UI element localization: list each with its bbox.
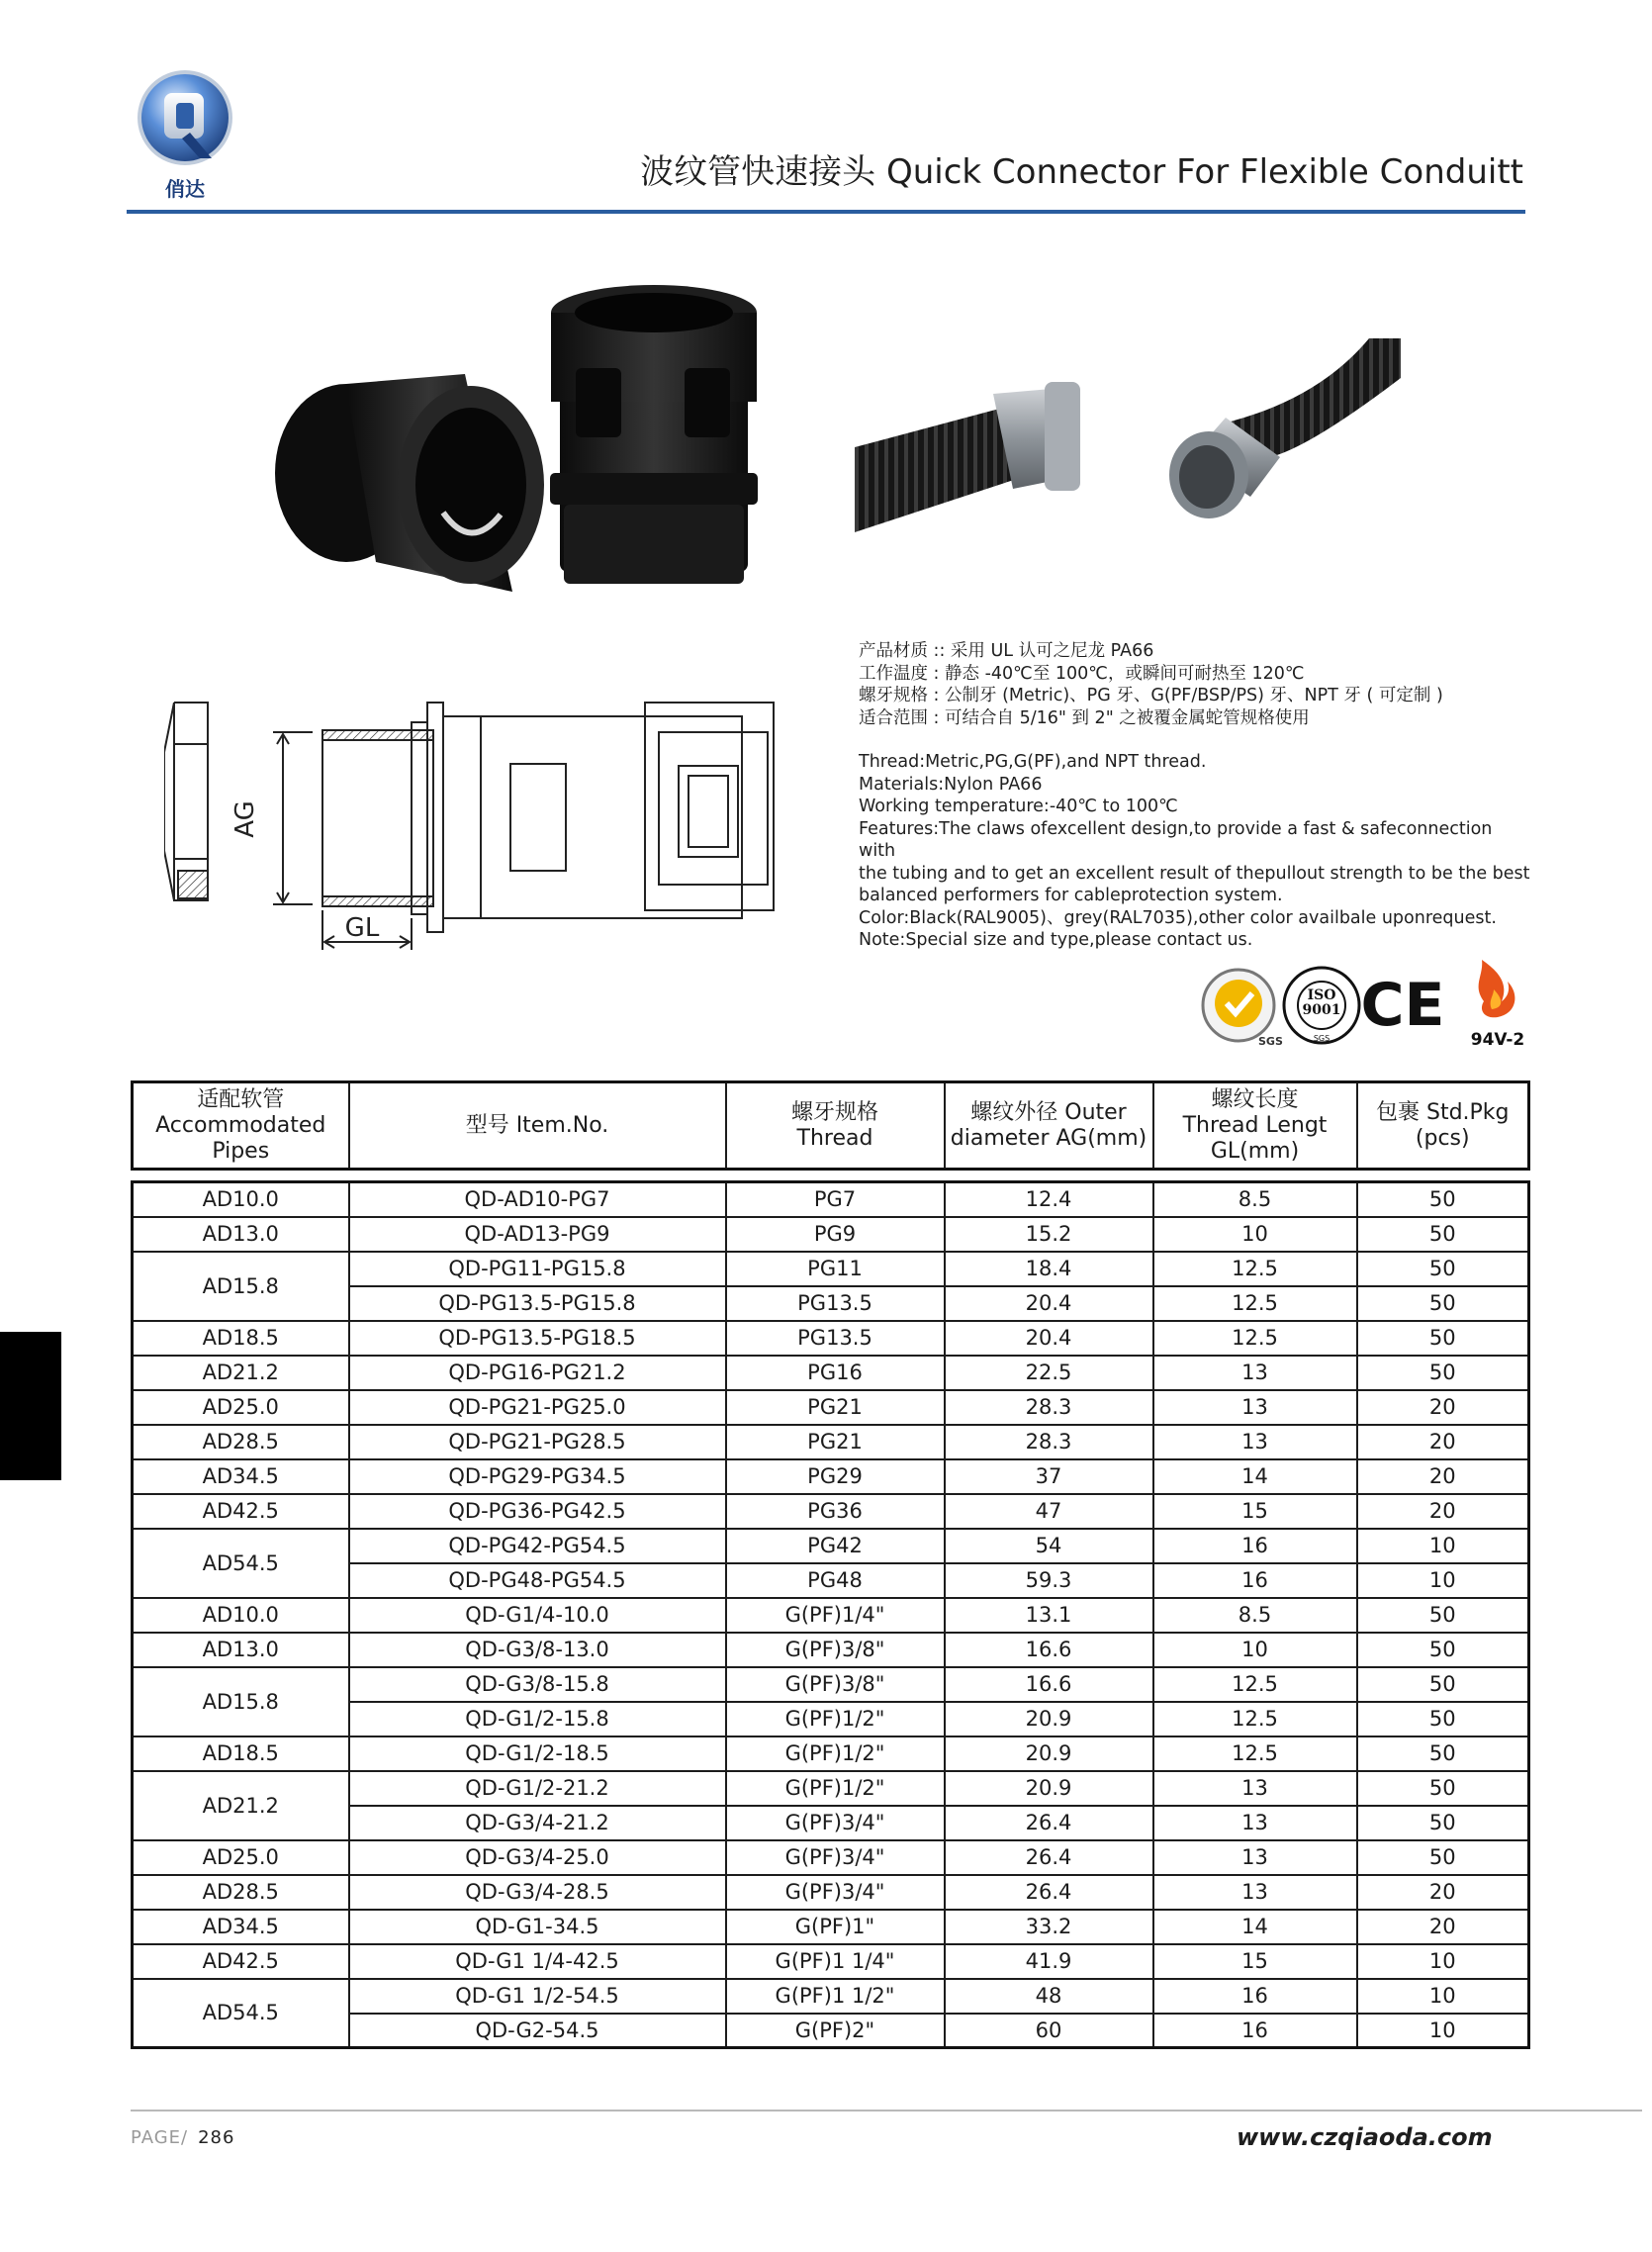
cell-pipe: AD42.5: [133, 1944, 349, 1979]
cell-item-no: QD-PG13.5-PG15.8: [349, 1286, 726, 1321]
cell-thread-length: 16: [1153, 1979, 1357, 2014]
cell-outer-diameter: 15.2: [945, 1217, 1153, 1252]
table-row: [133, 1667, 1529, 1702]
cell-thread-length: 12.5: [1153, 1667, 1357, 1702]
cell-outer-diameter: 28.3: [945, 1425, 1153, 1459]
cell-thread-length: 13: [1153, 1425, 1357, 1459]
cell-thread-length: 12.5: [1153, 1286, 1357, 1321]
cell-pipe: AD28.5: [133, 1875, 349, 1910]
cell-thread-length: 14: [1153, 1459, 1357, 1494]
cell-thread-length: 15: [1153, 1494, 1357, 1529]
cell-pipe: AD21.2: [133, 1771, 349, 1840]
cell-std-pkg: 50: [1357, 1667, 1529, 1702]
iso-badge: [1284, 968, 1359, 1043]
cell-outer-diameter: 20.9: [945, 1702, 1153, 1736]
cell-std-pkg: 50: [1357, 1321, 1529, 1356]
cell-std-pkg: 50: [1357, 1771, 1529, 1806]
cell-outer-diameter: 26.4: [945, 1840, 1153, 1875]
header-pipes: 适配软管 Accommodated Pipes: [133, 1082, 349, 1170]
cell-std-pkg: 20: [1357, 1425, 1529, 1459]
table-row: [133, 1910, 1529, 1944]
table-header: [133, 1082, 1529, 1170]
iso-sgs-text: SGS: [1313, 1034, 1331, 1043]
cell-thread: G(PF)3/4": [726, 1875, 945, 1910]
cell-thread: G(PF)1/2": [726, 1736, 945, 1771]
cell-item-no: QD-G1 1/4-42.5: [349, 1944, 726, 1979]
page-label: PAGE/ 286: [131, 2127, 235, 2148]
cell-outer-diameter: 59.3: [945, 1563, 1153, 1598]
cell-thread: PG13.5: [726, 1286, 945, 1321]
cell-thread: G(PF)3/8": [726, 1633, 945, 1667]
table-row: [133, 1390, 1529, 1425]
cell-thread: G(PF)1/2": [726, 1771, 945, 1806]
spec-line-cn: 螺牙规格 : 公制牙 (Metric)、PG 牙、G(PF/BSP/PS) 牙、NPT 牙 ( 可定制 ): [859, 686, 1443, 705]
cell-item-no: QD-G1/2-21.2: [349, 1771, 726, 1806]
cell-outer-diameter: 16.6: [945, 1633, 1153, 1667]
cell-item-no: QD-PG29-PG34.5: [349, 1459, 726, 1494]
table-row: [133, 1979, 1529, 2014]
cell-outer-diameter: 54: [945, 1529, 1153, 1563]
cell-item-no: QD-G1 1/2-54.5: [349, 1979, 726, 2014]
certification-badges: [1195, 956, 1527, 1055]
cell-std-pkg: 10: [1357, 2014, 1529, 2048]
cell-outer-diameter: 18.4: [945, 1252, 1153, 1286]
cell-pipe: AD18.5: [133, 1736, 349, 1771]
sgs-text: SGS: [1258, 1035, 1283, 1048]
cell-std-pkg: 50: [1357, 1286, 1529, 1321]
cell-std-pkg: 50: [1357, 1736, 1529, 1771]
cell-thread-length: 12.5: [1153, 1736, 1357, 1771]
cell-thread: PG29: [726, 1459, 945, 1494]
spec-line-en: Note:Special size and type,please contact us.: [859, 930, 1253, 950]
cell-std-pkg: 50: [1357, 1598, 1529, 1633]
cell-thread: PG48: [726, 1563, 945, 1598]
cell-outer-diameter: 41.9: [945, 1944, 1153, 1979]
cell-thread: G(PF)1/4": [726, 1598, 945, 1633]
spec-table: [131, 1080, 1527, 2049]
cell-item-no: QD-PG36-PG42.5: [349, 1494, 726, 1529]
product-photo-black-connectors: [267, 265, 762, 649]
cell-outer-diameter: 13.1: [945, 1598, 1153, 1633]
cell-outer-diameter: 60: [945, 2014, 1153, 2048]
table-body: [133, 1182, 1529, 2048]
iso-number: 9001: [1302, 1002, 1341, 1018]
cell-thread: G(PF)2": [726, 2014, 945, 2048]
flame-rating: 94V-2: [1470, 1030, 1525, 1050]
cell-outer-diameter: 22.5: [945, 1356, 1153, 1390]
cell-pipe: AD25.0: [133, 1840, 349, 1875]
spec-line-en: Working temperature:-40℃ to 100℃: [859, 797, 1178, 816]
table-row: [133, 1633, 1529, 1667]
cell-item-no: QD-PG11-PG15.8: [349, 1252, 726, 1286]
sgs-badge: [1203, 970, 1283, 1048]
table-row: [133, 1771, 1529, 1806]
cell-outer-diameter: 28.3: [945, 1390, 1153, 1425]
cell-item-no: QD-AD13-PG9: [349, 1217, 726, 1252]
logo-text: 俏达: [165, 177, 205, 201]
cell-item-no: QD-G1/2-18.5: [349, 1736, 726, 1771]
spec-line-en: Materials:Nylon PA66: [859, 774, 1043, 795]
table-row: [133, 1182, 1529, 1217]
table-row: [133, 1356, 1529, 1390]
cell-std-pkg: 50: [1357, 1356, 1529, 1390]
cell-thread: PG21: [726, 1390, 945, 1425]
spec-line-en: Features:The claws ofexcellent design,to provide a fast & safeconnection with: [859, 818, 1493, 861]
cell-outer-diameter: 47: [945, 1494, 1153, 1529]
cell-pipe: AD10.0: [133, 1598, 349, 1633]
cell-thread-length: 12.5: [1153, 1321, 1357, 1356]
cell-outer-diameter: 48: [945, 1979, 1153, 2014]
cell-item-no: QD-G1/2-15.8: [349, 1702, 726, 1736]
cell-std-pkg: 20: [1357, 1910, 1529, 1944]
product-photo-conduit: [855, 338, 1401, 554]
cell-item-no: QD-G1/4-10.0: [349, 1598, 726, 1633]
cell-pipe: AD42.5: [133, 1494, 349, 1529]
cell-item-no: QD-G3/8-13.0: [349, 1633, 726, 1667]
cell-item-no: QD-G3/4-21.2: [349, 1806, 726, 1840]
cell-std-pkg: 20: [1357, 1459, 1529, 1494]
header-outer-diameter: 螺纹外径 Outer diameter AG(mm): [945, 1082, 1153, 1170]
table-row: [133, 1321, 1529, 1356]
cell-thread-length: 16: [1153, 1529, 1357, 1563]
title-divider: [127, 210, 1525, 214]
cell-outer-diameter: 20.9: [945, 1736, 1153, 1771]
cell-thread: G(PF)1 1/4": [726, 1944, 945, 1979]
cell-std-pkg: 50: [1357, 1252, 1529, 1286]
cell-item-no: QD-G3/4-28.5: [349, 1875, 726, 1910]
cell-thread-length: 8.5: [1153, 1182, 1357, 1217]
spec-text-block: [859, 640, 1531, 952]
cell-thread-length: 16: [1153, 2014, 1357, 2048]
cell-item-no: QD-PG21-PG25.0: [349, 1390, 726, 1425]
cell-thread: PG36: [726, 1494, 945, 1529]
flame-icon: [1479, 960, 1515, 1017]
cell-thread: G(PF)1 1/2": [726, 1979, 945, 2014]
table-row: [133, 1494, 1529, 1529]
cell-std-pkg: 50: [1357, 1840, 1529, 1875]
cell-pipe: AD10.0: [133, 1182, 349, 1217]
cell-outer-diameter: 20.9: [945, 1771, 1153, 1806]
cell-outer-diameter: 26.4: [945, 1875, 1153, 1910]
cell-outer-diameter: 12.4: [945, 1182, 1153, 1217]
cell-pipe: AD28.5: [133, 1425, 349, 1459]
header-thread-length: 螺纹长度 Thread Lengt GL(mm): [1153, 1082, 1357, 1170]
cell-thread-length: 13: [1153, 1356, 1357, 1390]
cell-std-pkg: 50: [1357, 1217, 1529, 1252]
page-title: 波纹管快速接头 Quick Connector For Flexible Conduitt: [640, 152, 1523, 192]
table-row: [133, 1217, 1529, 1252]
cell-std-pkg: 50: [1357, 1702, 1529, 1736]
cell-item-no: QD-G3/8-15.8: [349, 1667, 726, 1702]
cell-std-pkg: 10: [1357, 1563, 1529, 1598]
brand-logo: [131, 63, 239, 202]
cell-thread: PG11: [726, 1252, 945, 1286]
table-row: [133, 1944, 1529, 1979]
cell-outer-diameter: 20.4: [945, 1286, 1153, 1321]
cell-thread: PG13.5: [726, 1321, 945, 1356]
cell-std-pkg: 10: [1357, 1529, 1529, 1563]
cell-thread-length: 13: [1153, 1875, 1357, 1910]
page-number: 286: [198, 2127, 235, 2148]
header-std-pkg: 包裹 Std.Pkg (pcs): [1357, 1082, 1529, 1170]
cell-thread: G(PF)3/4": [726, 1840, 945, 1875]
cell-item-no: QD-G2-54.5: [349, 2014, 726, 2048]
footer-divider: [131, 2110, 1642, 2111]
cell-std-pkg: 20: [1357, 1390, 1529, 1425]
cell-thread: PG21: [726, 1425, 945, 1459]
cell-outer-diameter: 20.4: [945, 1321, 1153, 1356]
cell-thread-length: 12.5: [1153, 1702, 1357, 1736]
table-row: [133, 1598, 1529, 1633]
cell-thread-length: 10: [1153, 1633, 1357, 1667]
cell-item-no: QD-PG48-PG54.5: [349, 1563, 726, 1598]
cell-pipe: AD34.5: [133, 1910, 349, 1944]
cell-outer-diameter: 37: [945, 1459, 1153, 1494]
header-thread: 螺牙规格 Thread: [726, 1082, 945, 1170]
cell-std-pkg: 20: [1357, 1494, 1529, 1529]
cell-thread-length: 13: [1153, 1840, 1357, 1875]
cell-thread: PG9: [726, 1217, 945, 1252]
cell-thread: PG7: [726, 1182, 945, 1217]
table-row: [133, 1252, 1529, 1286]
header-item-no: 型号 Item.No.: [349, 1082, 726, 1170]
cell-outer-diameter: 16.6: [945, 1667, 1153, 1702]
cell-thread: PG16: [726, 1356, 945, 1390]
cell-thread-length: 10: [1153, 1217, 1357, 1252]
cell-outer-diameter: 33.2: [945, 1910, 1153, 1944]
cell-std-pkg: 50: [1357, 1806, 1529, 1840]
cell-std-pkg: 10: [1357, 1979, 1529, 2014]
cell-pipe: AD21.2: [133, 1356, 349, 1390]
cell-pipe: AD15.8: [133, 1667, 349, 1736]
cell-thread: G(PF)1": [726, 1910, 945, 1944]
cell-thread: G(PF)3/8": [726, 1667, 945, 1702]
cell-thread-length: 12.5: [1153, 1252, 1357, 1286]
cell-std-pkg: 20: [1357, 1875, 1529, 1910]
cell-std-pkg: 50: [1357, 1182, 1529, 1217]
cell-item-no: QD-PG13.5-PG18.5: [349, 1321, 726, 1356]
cell-thread: G(PF)1/2": [726, 1702, 945, 1736]
spec-line-en: Color:Black(RAL9005)、grey(RAL7035),other color availbale uponrequest.: [859, 907, 1497, 928]
cell-thread: PG42: [726, 1529, 945, 1563]
dimension-label-ag: AG: [230, 800, 260, 838]
table-row: [133, 1840, 1529, 1875]
cell-pipe: AD13.0: [133, 1217, 349, 1252]
cell-item-no: QD-PG42-PG54.5: [349, 1529, 726, 1563]
cell-pipe: AD18.5: [133, 1321, 349, 1356]
cell-thread-length: 14: [1153, 1910, 1357, 1944]
cell-item-no: QD-AD10-PG7: [349, 1182, 726, 1217]
cell-thread-length: 8.5: [1153, 1598, 1357, 1633]
table-row: [133, 1875, 1529, 1910]
cell-pipe: AD15.8: [133, 1252, 349, 1321]
cell-pipe: AD54.5: [133, 1529, 349, 1598]
iso-text: ISO: [1307, 987, 1336, 1003]
spec-line-cn: 产品材质 :: 采用 UL 认可之尼龙 PA66: [859, 641, 1154, 661]
cell-outer-diameter: 26.4: [945, 1806, 1153, 1840]
technical-drawing: [164, 693, 778, 958]
cell-thread-length: 16: [1153, 1563, 1357, 1598]
website-url: www.czqiaoda.com: [1237, 2123, 1493, 2151]
cell-thread-length: 13: [1153, 1806, 1357, 1840]
spec-line-en: balanced performers for cableprotection system.: [859, 886, 1283, 905]
cell-item-no: QD-PG21-PG28.5: [349, 1425, 726, 1459]
cell-pipe: AD34.5: [133, 1459, 349, 1494]
table-row: [133, 1529, 1529, 1563]
table-row: [133, 1459, 1529, 1494]
spec-line-cn: 工作温度 : 静态 -40℃至 100℃，或瞬间可耐热至 120℃: [859, 663, 1305, 684]
cell-item-no: QD-PG16-PG21.2: [349, 1356, 726, 1390]
cell-item-no: QD-G3/4-25.0: [349, 1840, 726, 1875]
cell-thread-length: 13: [1153, 1771, 1357, 1806]
table-row: [133, 1425, 1529, 1459]
spec-line-en: the tubing and to get an excellent result of thepullout strength to be the best: [859, 863, 1530, 884]
table-row: [133, 1736, 1529, 1771]
cell-thread-length: 13: [1153, 1390, 1357, 1425]
cell-std-pkg: 10: [1357, 1944, 1529, 1979]
dimension-label-gl: GL: [344, 913, 380, 943]
spec-line-cn: 适合范围 : 可结合自 5/16" 到 2" 之被覆金属蛇管规格使用: [859, 707, 1310, 728]
cell-std-pkg: 50: [1357, 1633, 1529, 1667]
ce-mark: CE: [1360, 971, 1445, 1040]
cell-thread-length: 15: [1153, 1944, 1357, 1979]
spec-line-en: Thread:Metric,PG,G(PF),and NPT thread.: [859, 752, 1207, 772]
cell-pipe: AD13.0: [133, 1633, 349, 1667]
cell-pipe: AD25.0: [133, 1390, 349, 1425]
cell-pipe: AD54.5: [133, 1979, 349, 2048]
cell-thread: G(PF)3/4": [726, 1806, 945, 1840]
side-section-tab: [0, 1332, 61, 1480]
cell-item-no: QD-G1-34.5: [349, 1910, 726, 1944]
